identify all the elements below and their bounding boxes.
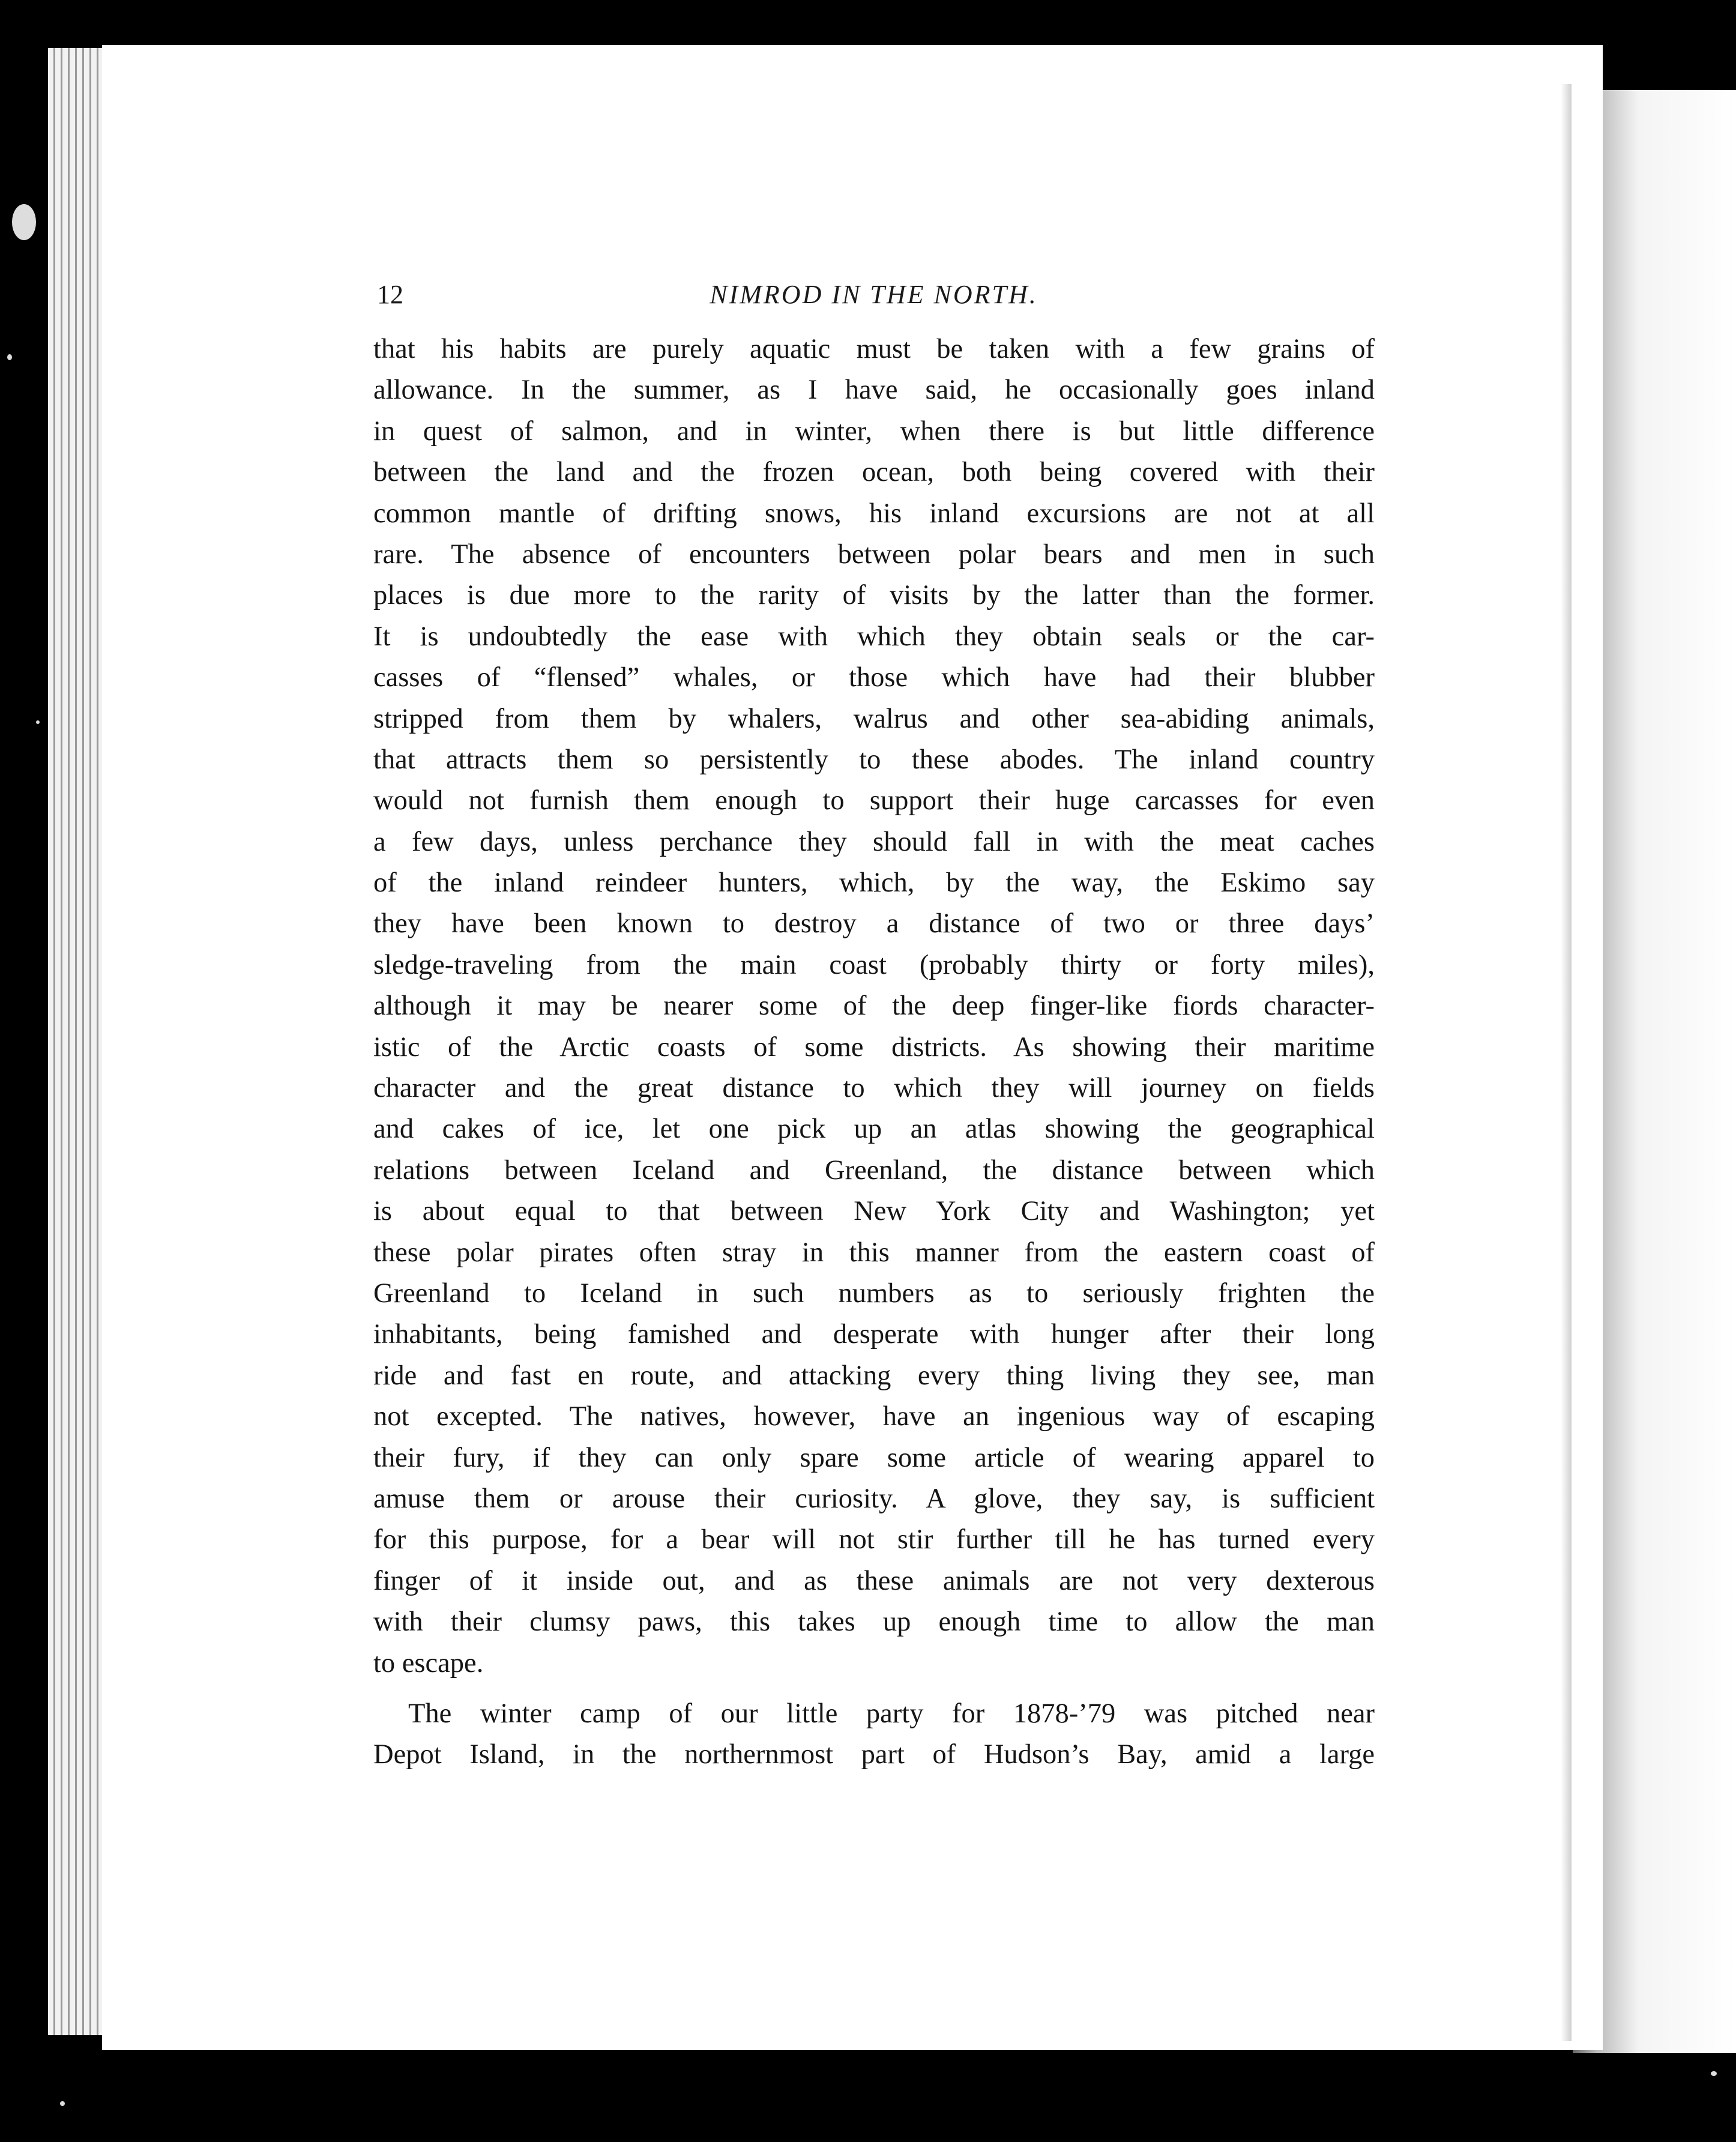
- text-line: stripped from them by whalers, walrus and other sea-abiding animals,: [373, 703, 1375, 734]
- text-line: not excepted. The natives, however, have an ingenious way of escaping: [373, 1401, 1375, 1432]
- text-line: sledge-traveling from the main coast (probably thirty or forty miles),: [373, 949, 1375, 980]
- text-line: would not furnish them enough to support their huge carcasses for even: [373, 785, 1375, 816]
- text-line: is about equal to that between New York City and Washington; yet: [373, 1196, 1375, 1227]
- text-line: casses of “flensed” whales, or those which have had their blubber: [373, 662, 1375, 693]
- text-line: and cakes of ice, let one pick up an atlas showing the geographical: [373, 1114, 1375, 1145]
- paragraph: [373, 1694, 1375, 1776]
- text-line: Greenland to Iceland in such numbers as to seriously frighten the: [373, 1278, 1375, 1309]
- dust-speck: [1711, 2071, 1717, 2076]
- text-line: their fury, if they can only spare some article of wearing apparel to: [373, 1442, 1375, 1473]
- text-line: The winter camp of our little party for 1878-’79 was pitched near: [408, 1698, 1375, 1729]
- text-line: although it may be nearer some of the deep finger-like fiords character-: [373, 991, 1375, 1022]
- text-line: these polar pirates often stray in this manner from the eastern coast of: [373, 1237, 1375, 1268]
- text-line: they have been known to destroy a distance of two or three days’: [373, 908, 1375, 940]
- text-line: of the inland reindeer hunters, which, by the way, the Eskimo say: [373, 867, 1375, 899]
- text-line: amuse them or arouse their curiosity. A glove, they say, is sufficient: [373, 1483, 1375, 1514]
- dust-speck: [36, 720, 40, 724]
- paragraph: [373, 329, 1375, 1684]
- text-line: for this purpose, for a bear will not stir further till he has turned every: [373, 1524, 1375, 1555]
- dust-speck: [7, 354, 12, 360]
- body-text: [373, 329, 1375, 1776]
- text-line: relations between Iceland and Greenland, the distance between which: [373, 1154, 1375, 1186]
- running-title: NIMROD IN THE NORTH.: [710, 280, 1038, 309]
- text-line: that attracts them so persistently to these abodes. The inland country: [373, 744, 1375, 775]
- page-fold-shadow: [1561, 84, 1572, 2041]
- text-line: places is due more to the rarity of visits by the latter than the former.: [373, 580, 1375, 611]
- text-line: finger of it inside out, and as these animals are not very dexterous: [373, 1565, 1375, 1596]
- text-line: with their clumsy paws, this takes up enough time to allow the man: [373, 1606, 1375, 1638]
- text-line: istic of the Arctic coasts of some districts. As showing their maritime: [373, 1031, 1375, 1063]
- text-line: between the land and the frozen ocean, both being covered with their: [373, 457, 1375, 488]
- text-line: in quest of salmon, and in winter, when there is but little difference: [373, 415, 1375, 447]
- dust-speck: [60, 2101, 65, 2106]
- dust-speck: [12, 204, 36, 240]
- text-line: a few days, unless perchance they should fall in with the meat caches: [373, 826, 1375, 857]
- paragraph-gap: [373, 1684, 1375, 1694]
- text-line: inhabitants, being famished and desperate with hunger after their long: [373, 1319, 1375, 1350]
- text-line: allowance. In the summer, as I have said, he occasionally goes inland: [373, 375, 1375, 406]
- text-line: rare. The absence of encounters between polar bears and men in such: [373, 539, 1375, 570]
- text-line: It is undoubtedly the ease with which they obtain seals or the car-: [373, 621, 1375, 652]
- text-line: that his habits are purely aquatic must be taken with a few grains of: [373, 334, 1375, 364]
- text-line: Depot Island, in the northernmost part of Hudson’s Bay, amid a large: [373, 1739, 1375, 1770]
- text-line: character and the great distance to which they will journey on fields: [373, 1073, 1375, 1104]
- running-head: [377, 279, 1370, 315]
- page-number: 12: [377, 280, 403, 309]
- text-line: ride and fast en route, and attacking every thing living they see, man: [373, 1360, 1375, 1391]
- text-line: to escape.: [373, 1647, 484, 1679]
- text-line: common mantle of drifting snows, his inland excursions are not at all: [373, 498, 1375, 529]
